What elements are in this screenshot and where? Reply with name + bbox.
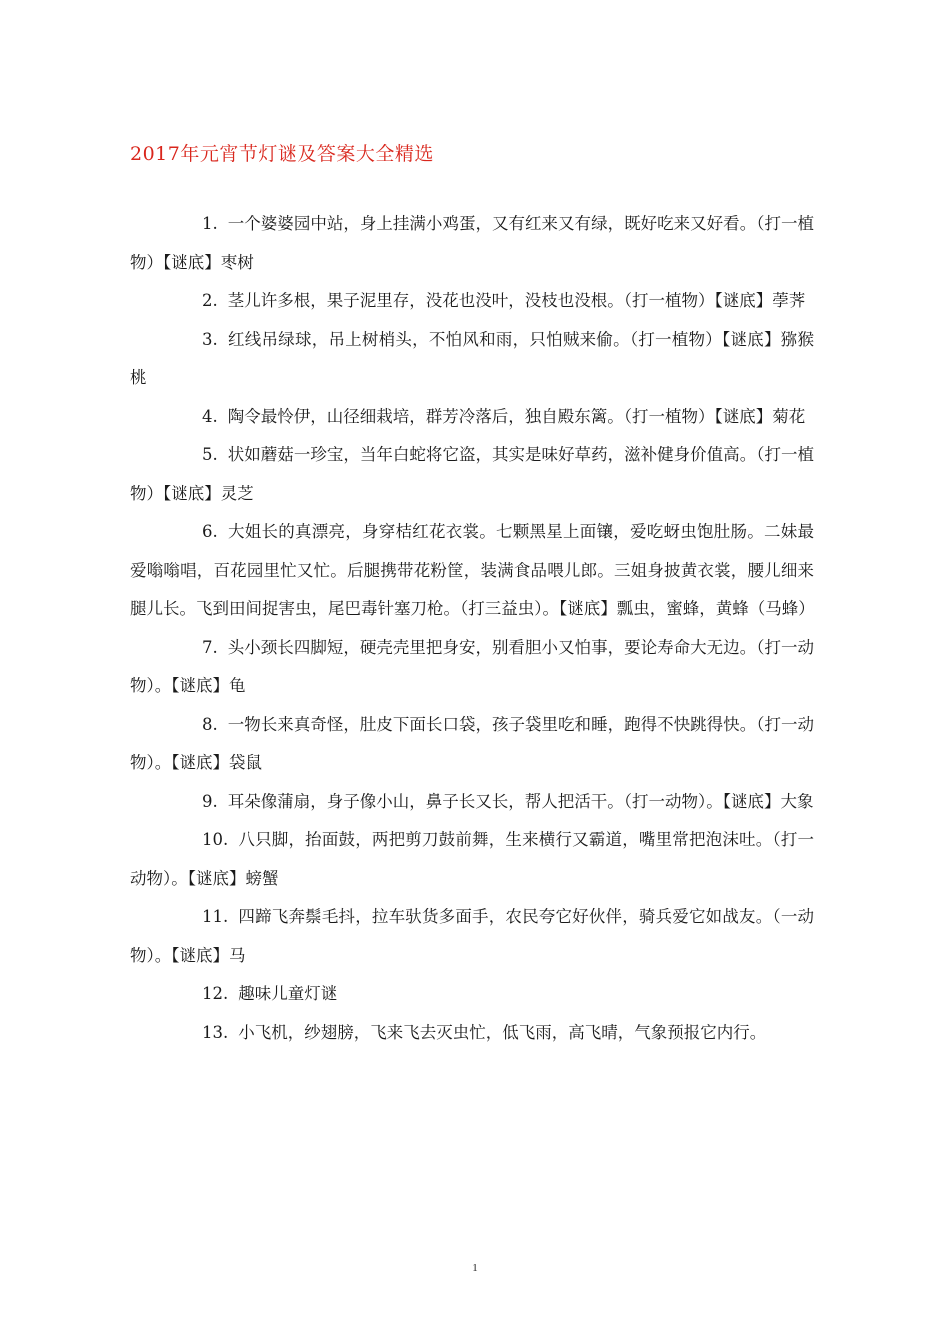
riddle-number: 10. [202, 830, 229, 849]
riddle-text: 状如蘑菇一珍宝，当年白蛇将它盗，其实是味好草药，滋补健身价值高。（打一植物）【谜底】灵芝 [130, 445, 814, 503]
riddle-text: 陶令最怜伊，山径细栽培，群芳冷落后，独自殿东篱。（打一植物）【谜底】菊花 [227, 406, 806, 426]
riddle-item [130, 321, 814, 398]
riddle-text: 红线吊绿球，吊上树梢头，不怕风和雨，只怕贼来偷。（打一植物）【谜底】猕猴桃 [130, 329, 814, 387]
riddle-text: 趣味儿童灯谜 [238, 984, 338, 1003]
riddle-number: 11. [202, 907, 229, 926]
riddle-item [130, 398, 814, 437]
riddle-item [130, 706, 814, 783]
riddle-number: 5. [202, 445, 218, 464]
riddle-list [130, 205, 814, 1052]
riddle-item [130, 282, 814, 321]
riddle-item [130, 436, 814, 513]
riddle-number: 9. [202, 791, 218, 811]
riddle-text: 耳朵像蒲扇，身子像小山，鼻子长又长，帮人把活干。（打一动物）。【谜底】大象 [227, 791, 814, 811]
riddle-text: 一物长来真奇怪，肚皮下面长口袋，孩子袋里吃和睡，跑得不快跳得快。（打一动物）。【谜底】袋鼠 [130, 714, 814, 772]
riddle-item [130, 975, 814, 1014]
riddle-number: 8. [202, 714, 218, 734]
riddle-text: 大姐长的真漂亮，身穿桔红花衣裳。七颗黑星上面镶，爱吃蚜虫饱肚肠。二妹最爱嗡嗡唱，百花园里忙又忙。后腿携带花粉筐，装满食品喂儿郎。三姐身披黄衣裳，腰儿细来腿儿长。飞到田间捉害虫，尾巴毒针塞刀枪。（打三益虫）。【谜底】瓢虫，蜜蜂，黄蜂（马蜂） [130, 522, 815, 618]
riddle-item [130, 898, 814, 975]
riddle-item [130, 513, 814, 629]
riddle-item [130, 629, 814, 706]
riddle-text: 八只脚，抬面鼓，两把剪刀鼓前舞，生来横行又霸道，嘴里常把泡沫吐。（打一动物）。【谜底】螃蟹 [130, 830, 814, 888]
document-title: 2017年元宵节灯谜及答案大全精选 [130, 143, 434, 165]
riddle-text: 小飞机，纱翅膀，飞来飞去灭虫忙，低飞雨，高飞晴，气象预报它内行。 [238, 1022, 767, 1042]
riddle-number: 3. [202, 329, 218, 349]
riddle-number: 4. [202, 406, 218, 426]
riddle-text: 四蹄飞奔鬃毛抖，拉车驮货多面手，农民夸它好伙伴，骑兵爱它如战友。（一动物）。【谜底】马 [130, 907, 814, 965]
riddle-number: 13. [202, 1022, 229, 1042]
riddle-number: 12. [202, 984, 229, 1003]
riddle-item [130, 783, 814, 822]
riddle-number: 2. [202, 291, 218, 310]
riddle-item [130, 821, 814, 898]
riddle-number: 6. [202, 522, 218, 541]
riddle-text: 头小颈长四脚短，硬壳壳里把身安，别看胆小又怕事，要论寿命大无边。（打一动物）。【谜底】龟 [130, 637, 814, 695]
riddle-number: 1. [202, 214, 218, 233]
riddle-text: 一个婆婆园中站，身上挂满小鸡蛋，又有红来又有绿，既好吃来又好看。（打一植物）【谜底】枣树 [130, 214, 814, 272]
page-number: 1 [472, 1262, 478, 1274]
riddle-item [130, 205, 814, 282]
riddle-text: 茎儿许多根，果子泥里存，没花也没叶，没枝也没根。（打一植物）【谜底】荸荠 [227, 291, 806, 310]
riddle-number: 7. [202, 637, 218, 657]
riddle-item [130, 1014, 814, 1053]
